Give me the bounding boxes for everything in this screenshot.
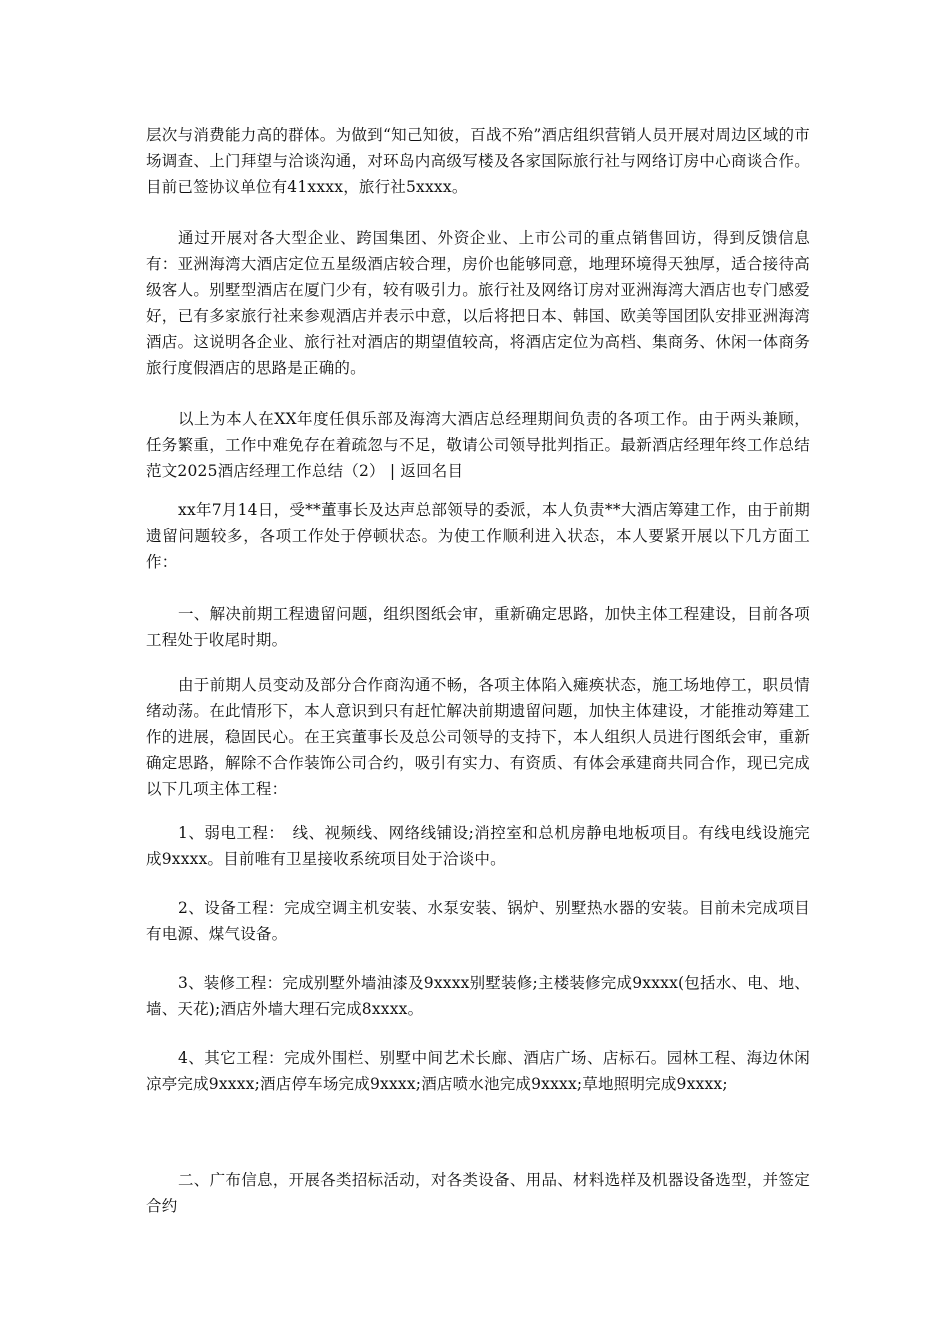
paragraph-market-survey: 层次与消费能力高的群体。为做到“知己知彼，百战不殆”酒店组织营销人员开展对周边区域的市场调查、上门拜望与洽谈沟通，对环岛内高级写楼及各家国际旅行社与网络订房中心商谈合作。目前已签协议单位有41xxxx，旅行社5xxxx。 — [146, 126, 810, 196]
paragraph-item-decoration: 3、装修工程：完成别墅外墙油漆及9xxxx别墅装修;主楼装修完成9xxxx(包括水、电、地、墙、天花);酒店外墙大理石完成8xxxx。 — [146, 974, 810, 1018]
paragraph-section-one-body: 由于前期人员变动及部分合作商沟通不畅，各项主体陷入瘫痪状态，施工场地停工，职员情绪动荡。在此情形下，本人意识到只有赶忙解决前期遗留问题，加快主体建设，才能推动筹建工作的进展，稳固民心。在王宾董事长及总公司领导的支持下，本人组织人员进行图纸会审，重新确定思路，解除不合作装饰公司合约，吸引有实力、有资质、有体会承建商共同合作，现已完成以下几项主体工程： — [146, 676, 810, 798]
paragraph-item-other: 4、其它工程：完成外围栏、别墅中间艺术长廊、酒店广场、店标石。园林工程、海边休闲凉亭完成9xxxx;酒店停车场完成9xxxx;酒店喷水池完成9xxxx;草地照明完成9xxxx; — [146, 1049, 810, 1093]
paragraph-section-one-heading: 一、解决前期工程遗留问题，组织图纸会审，重新确定思路，加快主体工程建设，目前各项工程处于收尾时期。 — [146, 605, 810, 649]
paragraph-item-weak-current: 1、弱电工程： 线、视频线、网络线铺设;消控室和总机房静电地板项目。有线电线设施完成9xxxx。目前唯有卫星接收系统项目处于洽谈中。 — [146, 824, 810, 868]
paragraph-summary: 以上为本人在XX年度任俱乐部及海湾大酒店总经理期间负责的各项工作。由于两头兼顾，任务繁重，工作中难免存在着疏忽与不足，敬请公司领导批判指正。最新酒店经理年终工作总结范文2025酒店经理工作总结（2） | 返回名目 — [146, 410, 810, 480]
paragraph-item-equipment: 2、设备工程：完成空调主机安装、水泵安装、锅炉、别墅热水器的安装。目前未完成项目有电源、煤气设备。 — [146, 899, 810, 943]
paragraph-assignment: xx年7月14日，受**董事长及达声总部领导的委派，本人负责**大酒店筹建工作，由于前期遗留问题较多，各项工作处于停顿状态。为使工作顺利进入状态，本人要紧开展以下几方面工作： — [146, 501, 810, 571]
paragraph-section-two-heading: 二、广布信息，开展各类招标活动，对各类设备、用品、材料选样及机器设备选型，并签定合约 — [146, 1171, 810, 1215]
paragraph-sales-feedback: 通过开展对各大型企业、跨国集团、外资企业、上市公司的重点销售回访，得到反馈信息有：亚洲海湾大酒店定位五星级酒店较合理，房价也能够同意，地理环境得天独厚，适合接待高级客人。别墅型酒店在厦门少有，较有吸引力。旅行社及网络订房对亚洲海湾大酒店也专门感爱好，已有多家旅行社来参观酒店并表示中意，以后将把日本、韩国、欧美等国团队安排亚洲海湾酒店。这说明各企业、旅行社对酒店的期望值较高，将酒店定位为高档、集商务、休闲一体商务旅行度假酒店的思路是正确的。 — [146, 229, 810, 377]
